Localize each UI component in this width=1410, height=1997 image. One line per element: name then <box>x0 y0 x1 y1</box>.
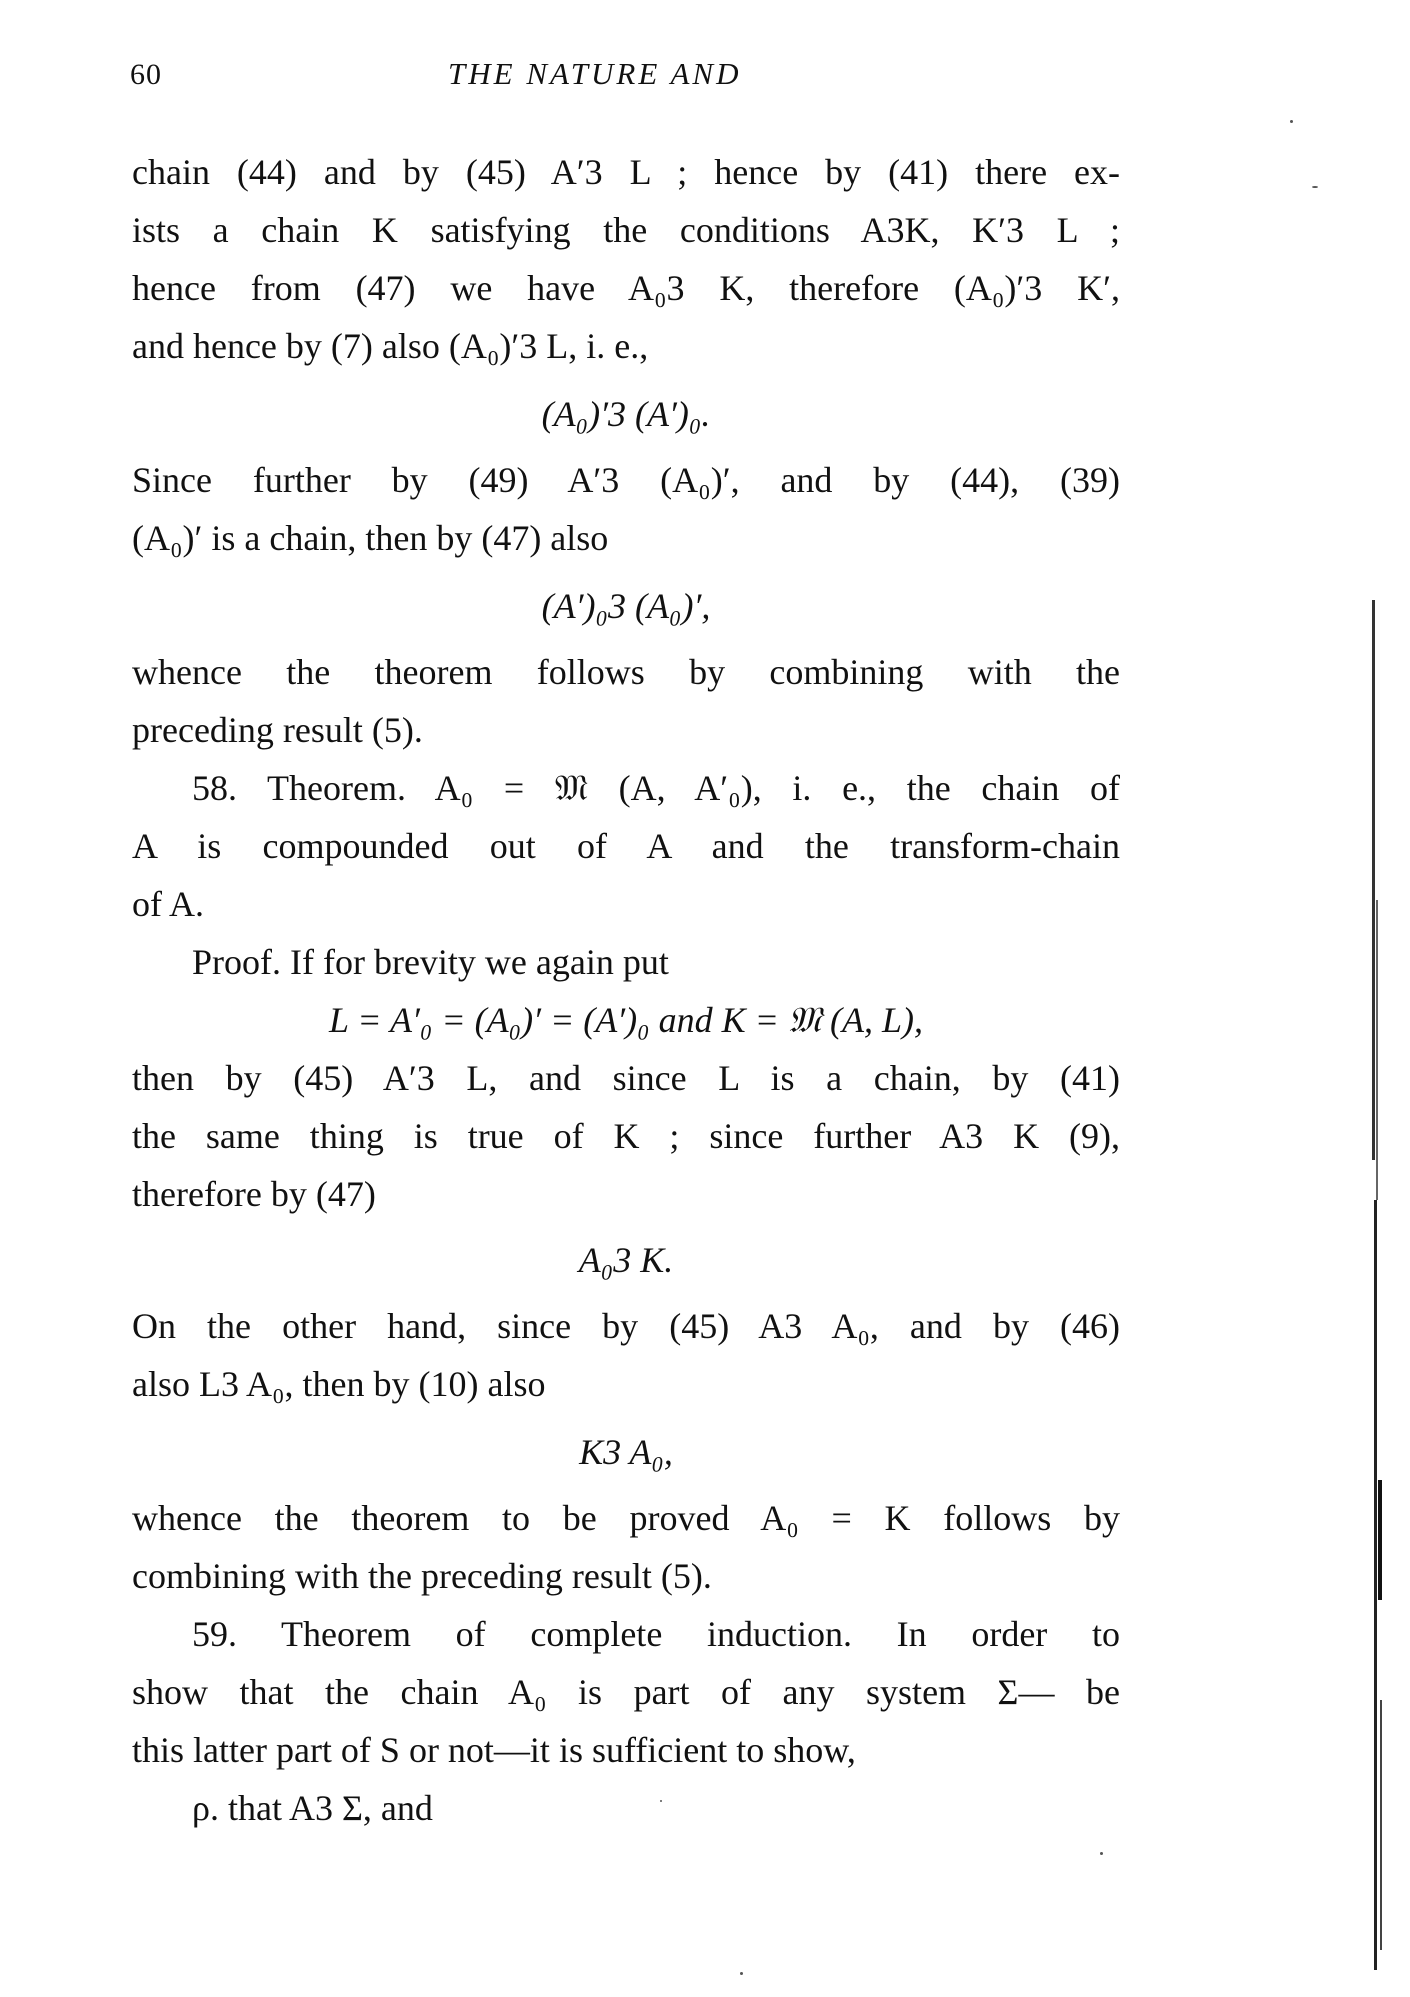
text-line: and hence by (7) also (A₀)′3 L, i. e., <box>132 326 649 366</box>
scan-speck <box>1312 186 1318 188</box>
display-formula: K3 A₀, <box>579 1432 673 1472</box>
text-line: this latter part of S or not—it is sufficient to show, <box>132 1730 856 1770</box>
text-line: ρ. that A3 Σ, and <box>192 1788 433 1828</box>
scan-edge-mark <box>1378 1480 1382 1600</box>
scan-edge-mark <box>1380 1700 1382 1950</box>
text-line: of A. <box>132 884 204 924</box>
text-line: then by (45) A′3 L, and since L is a chain, by (41) <box>132 1058 1120 1098</box>
text-line: A is compounded out of A and the transform-chain <box>132 826 1120 866</box>
text-line: whence the theorem follows by combining with the <box>132 652 1120 692</box>
display-formula: A₀3 K. <box>578 1240 674 1280</box>
text-line: the same thing is true of K ; since further A3 K (9), <box>132 1116 1120 1156</box>
proof-heading: Proof. If for brevity we again put <box>192 942 669 982</box>
text-line: hence from (47) we have A₀3 K, therefore (A₀)′3 K′, <box>132 268 1120 308</box>
scan-edge-mark <box>1376 900 1378 1200</box>
page-number: 60 <box>130 58 162 91</box>
scan-speck <box>1290 120 1293 123</box>
text-line: show that the chain A₀ is part of any system Σ— be <box>132 1672 1120 1712</box>
text-line: whence the theorem to be proved A₀ = K follows by <box>132 1498 1120 1538</box>
text-line: chain (44) and by (45) A′3 L ; hence by (41) there ex- <box>132 152 1120 192</box>
display-formula: L = A′₀ = (A₀)′ = (A′)₀ and K = 𝔐 (A, L), <box>328 1000 924 1040</box>
scan-edge-mark <box>1374 1200 1377 1970</box>
text-line: also L3 A₀, then by (10) also <box>132 1364 546 1404</box>
scan-speck <box>1100 1852 1103 1855</box>
display-formula: (A₀)′3 (A′)₀. <box>541 394 711 434</box>
theorem-heading: 58. Theorem. A₀ = 𝔐 (A, A′₀), i. e., the chain of <box>192 768 1120 808</box>
text-line: (A₀)′ is a chain, then by (47) also <box>132 518 609 558</box>
running-head: THE NATURE AND <box>448 56 742 91</box>
text-line: ists a chain K satisfying the conditions A3K, K′3 L ; <box>132 210 1120 250</box>
scan-speck <box>660 1800 662 1802</box>
scan-edge-mark <box>1372 600 1375 1160</box>
text-line: preceding result (5). <box>132 710 423 750</box>
text-line: On the other hand, since by (45) A3 A₀, and by (46) <box>132 1306 1120 1346</box>
theorem-heading: 59. Theorem of complete induction. In order to <box>192 1614 1120 1654</box>
text-line: therefore by (47) <box>132 1174 376 1214</box>
text-line: Since further by (49) A′3 (A₀)′, and by (44), (39) <box>132 460 1120 500</box>
scan-speck <box>740 1972 743 1975</box>
text-line: combining with the preceding result (5). <box>132 1556 712 1596</box>
display-formula: (A′)₀3 (A₀)′, <box>541 586 711 626</box>
